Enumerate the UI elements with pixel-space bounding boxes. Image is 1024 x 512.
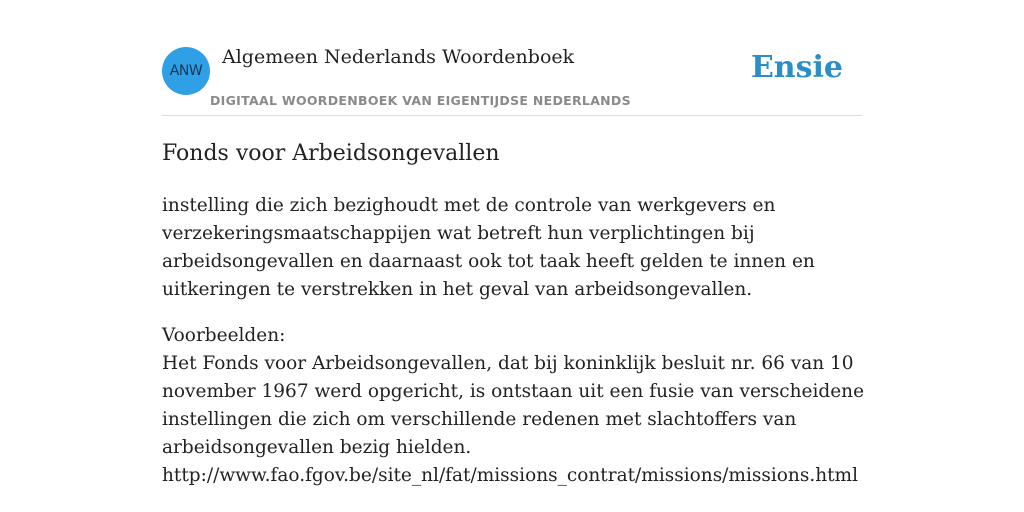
examples-section — [162, 322, 872, 490]
example-text: Het Fonds voor Arbeidsongevallen, dat bij koninklijk besluit nr. 66 van 10 november 1967 werd opgericht, is ontstaan uit een fusie van verscheidene instellingen die zich om verschillende redenen met slachtoffers van arbeidsongevallen bezig hielden. — [162, 353, 865, 458]
entry-content — [162, 138, 872, 490]
entry-definition: instelling die zich bezighoudt met de controle van werkgevers en verzekeringsmaatschappijen wat betreft hun verplichtingen bij arbeidsongevallen en daarnaast ook tot taak heeft gelden te innen en uitkeringen te verstrekken in het geval van arbeidsongevallen. — [162, 195, 815, 300]
example-source-url: http://www.fao.fgov.be/site_nl/fat/missions_contrat/missions/missions.html — [162, 465, 859, 486]
dictionary-subtitle: DIGITAAL WOORDENBOEK VAN EIGENTIJDSE NEDERLANDS — [210, 93, 631, 108]
site-header — [162, 44, 862, 116]
examples-label: Voorbeelden: — [162, 325, 286, 346]
entry-term: Fonds voor Arbeidsongevallen — [162, 141, 500, 166]
dictionary-title[interactable]: Algemeen Nederlands Woordenboek — [222, 46, 575, 68]
ensie-brand-logo[interactable]: Ensie — [750, 50, 843, 85]
anw-logo[interactable]: ANW — [162, 47, 210, 95]
